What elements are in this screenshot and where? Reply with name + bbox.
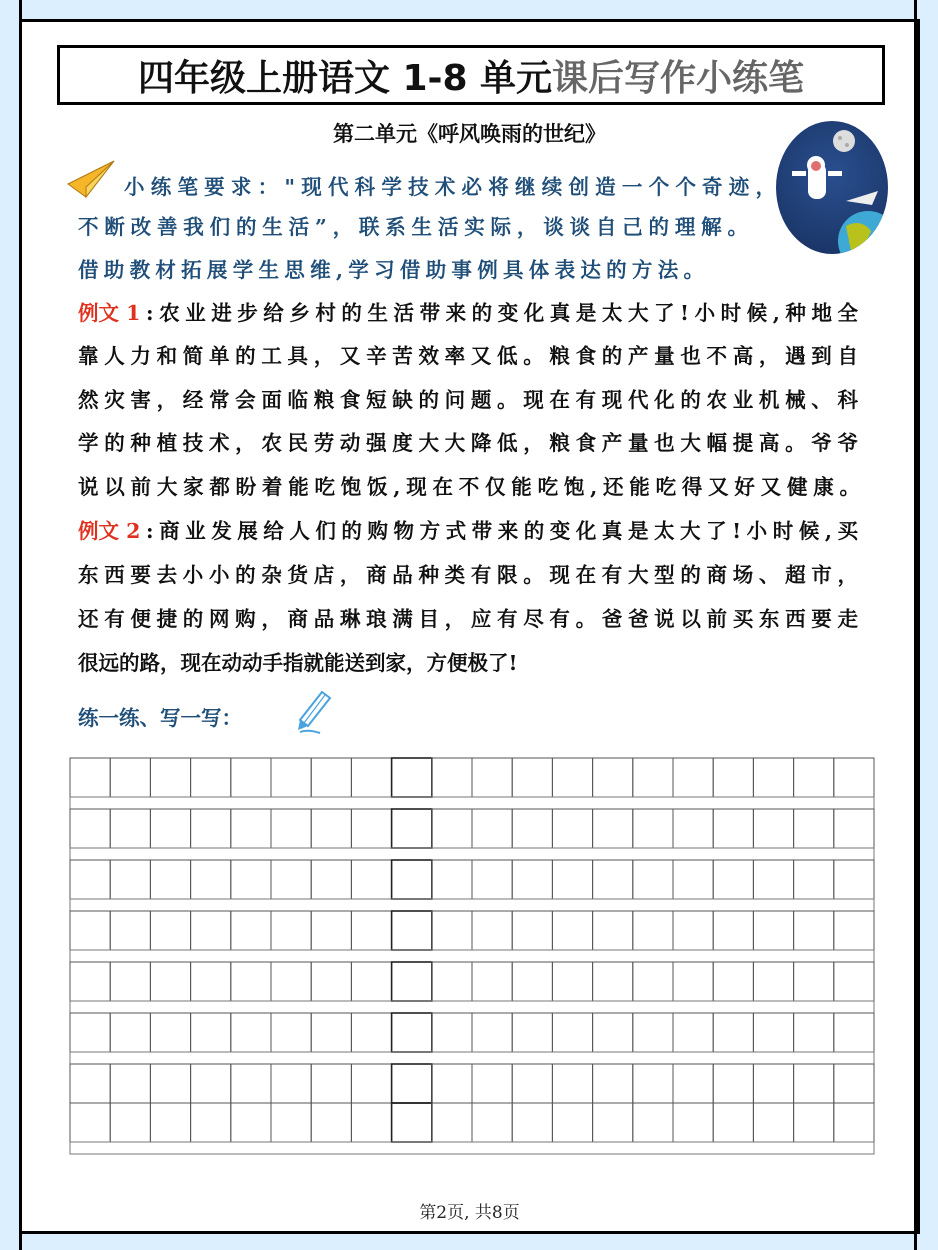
grid-cell[interactable] <box>110 758 150 797</box>
grid-cell[interactable] <box>713 1013 753 1052</box>
grid-cell[interactable] <box>633 1013 673 1052</box>
grid-cell[interactable] <box>271 758 311 797</box>
grid-cell[interactable] <box>311 1064 351 1103</box>
grid-cell[interactable] <box>753 1064 793 1103</box>
grid-cell[interactable] <box>633 758 673 797</box>
grid-cell[interactable] <box>834 1064 874 1103</box>
grid-cell[interactable] <box>70 1064 110 1103</box>
grid-cell[interactable] <box>713 1064 753 1103</box>
grid-cell[interactable] <box>673 911 713 950</box>
grid-cell[interactable] <box>753 860 793 899</box>
grid-row[interactable] <box>70 809 874 848</box>
grid-row-spacer <box>70 1052 874 1064</box>
grid-cell[interactable] <box>834 860 874 899</box>
practice-label: 练一练、写一写： <box>78 706 242 730</box>
grid-cell[interactable] <box>834 911 874 950</box>
grid-cell[interactable] <box>673 1013 713 1052</box>
grid-cell[interactable] <box>231 1064 271 1103</box>
grid-cell[interactable] <box>191 1013 231 1052</box>
grid-cell[interactable] <box>713 860 753 899</box>
grid-cell[interactable] <box>552 809 592 848</box>
grid-cell[interactable] <box>753 911 793 950</box>
grid-cell[interactable] <box>231 1013 271 1052</box>
example1-line-2: 靠人力和简单的工具，又辛苦效率又低。粮食的产量也不高，遇到自 <box>78 344 858 368</box>
grid-cell[interactable] <box>472 1103 512 1142</box>
grid-cell[interactable] <box>70 911 110 950</box>
grid-cell[interactable] <box>633 911 673 950</box>
grid-cell[interactable] <box>110 1013 150 1052</box>
grid-cell[interactable] <box>593 860 633 899</box>
grid-cell[interactable] <box>552 758 592 797</box>
grid-cell[interactable] <box>472 758 512 797</box>
grid-cell[interactable] <box>633 1064 673 1103</box>
astronaut-space-illustration <box>776 121 888 254</box>
grid-row[interactable] <box>70 1103 874 1142</box>
grid-cell[interactable] <box>552 1064 592 1103</box>
grid-cell[interactable] <box>753 1103 793 1142</box>
grid-cell[interactable] <box>150 1103 190 1142</box>
grid-cell[interactable] <box>432 1103 472 1142</box>
grid-cell[interactable] <box>110 911 150 950</box>
grid-cell[interactable] <box>150 758 190 797</box>
grid-row-spacer <box>70 1001 874 1013</box>
grid-cell[interactable] <box>552 911 592 950</box>
grid-cell[interactable] <box>552 860 592 899</box>
grid-cell[interactable] <box>191 1103 231 1142</box>
grid-cell[interactable] <box>351 860 391 899</box>
grid-cell[interactable] <box>673 860 713 899</box>
grid-cell[interactable] <box>753 1013 793 1052</box>
grid-cell[interactable] <box>150 962 190 1001</box>
requirement-line-3: 借助教材拓展学生思维,学习借助事例具体表达的方法。 <box>78 258 704 282</box>
grid-cell[interactable] <box>271 962 311 1001</box>
grid-cell[interactable] <box>311 962 351 1001</box>
grid-cell[interactable] <box>150 809 190 848</box>
grid-cell[interactable] <box>191 962 231 1001</box>
grid-cell[interactable] <box>392 1064 432 1103</box>
grid-cell[interactable] <box>351 758 391 797</box>
grid-cell[interactable] <box>231 911 271 950</box>
grid-cell[interactable] <box>593 1103 633 1142</box>
example2-line-4: 很远的路，现在动动手指就能送到家，方便极了! <box>78 651 518 675</box>
example1-line-4: 学的种植技术，农民劳动强度大大降低，粮食产量也大幅提高。爷爷 <box>78 431 858 455</box>
grid-cell[interactable] <box>70 860 110 899</box>
title-main: 四年级上册语文 1-8 单元 <box>137 57 553 99</box>
grid-cell[interactable] <box>392 911 432 950</box>
grid-cell[interactable] <box>472 962 512 1001</box>
grid-cell[interactable] <box>512 1013 552 1052</box>
grid-cell[interactable] <box>633 809 673 848</box>
grid-cell[interactable] <box>593 809 633 848</box>
grid-cell[interactable] <box>271 809 311 848</box>
example2-line-3: 还有便捷的网购，商品琳琅满目，应有尽有。爸爸说以前买东西要走 <box>78 607 858 631</box>
grid-row[interactable] <box>70 911 874 950</box>
grid-row[interactable] <box>70 758 874 797</box>
grid-cell[interactable] <box>150 911 190 950</box>
title-sub: 课后写作小练笔 <box>552 57 805 99</box>
worksheet-page <box>19 19 920 1234</box>
grid-cell[interactable] <box>351 1064 391 1103</box>
grid-cell[interactable] <box>512 962 552 1001</box>
paper-plane-icon <box>66 159 116 199</box>
grid-cell[interactable] <box>392 962 432 1001</box>
grid-cell[interactable] <box>191 758 231 797</box>
grid-cell[interactable] <box>70 1013 110 1052</box>
grid-cell[interactable] <box>271 1013 311 1052</box>
grid-row-spacer <box>70 899 874 911</box>
pencil-icon <box>294 690 334 738</box>
grid-cell[interactable] <box>271 1103 311 1142</box>
grid-cell[interactable] <box>311 1013 351 1052</box>
grid-cell[interactable] <box>191 809 231 848</box>
grid-cell[interactable] <box>713 962 753 1001</box>
right-border <box>914 0 917 1250</box>
grid-cell[interactable] <box>673 758 713 797</box>
grid-cell[interactable] <box>231 962 271 1001</box>
grid-row-spacer <box>70 950 874 962</box>
grid-cell[interactable] <box>512 809 552 848</box>
grid-cell[interactable] <box>311 911 351 950</box>
grid-cell[interactable] <box>432 911 472 950</box>
grid-cell[interactable] <box>392 1103 432 1142</box>
grid-cell[interactable] <box>834 962 874 1001</box>
grid-cell[interactable] <box>231 758 271 797</box>
grid-cell[interactable] <box>70 962 110 1001</box>
grid-cell[interactable] <box>834 1103 874 1142</box>
grid-row-spacer <box>70 848 874 860</box>
grid-cell[interactable] <box>432 809 472 848</box>
grid-cell[interactable] <box>191 1064 231 1103</box>
grid-cell[interactable] <box>392 860 432 899</box>
grid-cell[interactable] <box>673 809 713 848</box>
grid-cell[interactable] <box>794 962 834 1001</box>
grid-cell[interactable] <box>110 1103 150 1142</box>
grid-cell[interactable] <box>311 758 351 797</box>
grid-cell[interactable] <box>70 809 110 848</box>
grid-cell[interactable] <box>150 1013 190 1052</box>
grid-cell[interactable] <box>432 962 472 1001</box>
grid-cell[interactable] <box>834 758 874 797</box>
grid-cell[interactable] <box>70 758 110 797</box>
grid-cell[interactable] <box>432 1013 472 1052</box>
grid-cell[interactable] <box>673 962 713 1001</box>
grid-cell[interactable] <box>593 911 633 950</box>
grid-cell[interactable] <box>392 1013 432 1052</box>
grid-cell[interactable] <box>472 860 512 899</box>
grid-cell[interactable] <box>311 860 351 899</box>
example2-label: 例文 2 <box>78 519 141 543</box>
grid-cell[interactable] <box>794 758 834 797</box>
grid-cell[interactable] <box>191 911 231 950</box>
grid-cell[interactable] <box>271 911 311 950</box>
grid-cell[interactable] <box>794 911 834 950</box>
grid-cell[interactable] <box>472 911 512 950</box>
grid-cell[interactable] <box>392 758 432 797</box>
grid-cell[interactable] <box>472 1013 512 1052</box>
grid-cell[interactable] <box>351 911 391 950</box>
grid-cell[interactable] <box>150 1064 190 1103</box>
grid-cell[interactable] <box>753 758 793 797</box>
title-box <box>57 45 885 105</box>
example1-line-5: 说以前大家都盼着能吃饱饭,现在不仅能吃饱,还能吃得又好又健康。 <box>78 475 860 499</box>
grid-cell[interactable] <box>512 758 552 797</box>
grid-cell[interactable] <box>351 1013 391 1052</box>
grid-cell[interactable] <box>150 860 190 899</box>
grid-cell[interactable] <box>794 1064 834 1103</box>
grid-cell[interactable] <box>110 860 150 899</box>
grid-cell[interactable] <box>713 1103 753 1142</box>
requirement-line-2: 不断改善我们的生活”，联系生活实际，谈谈自己的理解。 <box>78 215 748 239</box>
grid-cell[interactable] <box>713 809 753 848</box>
grid-cell[interactable] <box>432 758 472 797</box>
grid-cell[interactable] <box>633 860 673 899</box>
grid-cell[interactable] <box>432 1064 472 1103</box>
grid-cell[interactable] <box>472 1064 512 1103</box>
example2-line-2: 东西要去小小的杂货店，商品种类有限。现在有大型的商场、超市， <box>78 563 858 587</box>
grid-cell[interactable] <box>191 860 231 899</box>
grid-cell[interactable] <box>512 1064 552 1103</box>
grid-cell[interactable] <box>231 860 271 899</box>
grid-cell[interactable] <box>271 1064 311 1103</box>
page-number: 第2页, 共8页 <box>419 1203 520 1223</box>
grid-cell[interactable] <box>351 1103 391 1142</box>
grid-cell[interactable] <box>70 1103 110 1142</box>
grid-row[interactable] <box>70 860 874 899</box>
example1-label: 例文 1 <box>78 301 141 325</box>
grid-cell[interactable] <box>834 809 874 848</box>
requirement-line-1: 小练笔要求："现代科学技术必将继续创造一个个奇迹， <box>124 175 776 199</box>
grid-row[interactable] <box>70 962 874 1001</box>
grid-cell[interactable] <box>753 962 793 1001</box>
grid-row[interactable] <box>70 1013 874 1052</box>
grid-cell[interactable] <box>753 809 793 848</box>
grid-cell[interactable] <box>432 860 472 899</box>
grid-cell[interactable] <box>552 962 592 1001</box>
grid-cell[interactable] <box>794 1013 834 1052</box>
grid-cell[interactable] <box>512 911 552 950</box>
grid-row-spacer <box>70 1142 874 1154</box>
example1-line-3: 然灾害，经常会面临粮食短缺的问题。现在有现代化的农业机械、科 <box>78 388 858 412</box>
grid-cell[interactable] <box>794 809 834 848</box>
grid-cell[interactable] <box>231 1103 271 1142</box>
grid-cell[interactable] <box>794 1103 834 1142</box>
unit-subtitle: 第二单元《呼风唤雨的世纪》 <box>333 121 606 146</box>
grid-cell[interactable] <box>713 758 753 797</box>
grid-cell[interactable] <box>351 809 391 848</box>
grid-cell[interactable] <box>593 1013 633 1052</box>
grid-cell[interactable] <box>593 1064 633 1103</box>
grid-cell[interactable] <box>552 1013 592 1052</box>
grid-cell[interactable] <box>231 809 271 848</box>
grid-cell[interactable] <box>673 1064 713 1103</box>
grid-row[interactable] <box>70 1064 874 1103</box>
grid-cell[interactable] <box>834 1013 874 1052</box>
example2-line-1: :商业发展给人们的购物方式带来的变化真是太大了!小时候,买 <box>146 519 858 543</box>
grid-cell[interactable] <box>311 1103 351 1142</box>
grid-cell[interactable] <box>593 962 633 1001</box>
grid-cell[interactable] <box>271 860 311 899</box>
grid-cell[interactable] <box>110 1064 150 1103</box>
grid-cell[interactable] <box>392 809 432 848</box>
grid-cell[interactable] <box>633 962 673 1001</box>
grid-cell[interactable] <box>351 962 391 1001</box>
grid-cell[interactable] <box>311 809 351 848</box>
writing-grid[interactable] <box>69 757 875 1156</box>
grid-cell[interactable] <box>552 1103 592 1142</box>
grid-row-spacer <box>70 797 874 809</box>
grid-cell[interactable] <box>110 809 150 848</box>
grid-cell[interactable] <box>472 809 512 848</box>
grid-cell[interactable] <box>512 1103 552 1142</box>
grid-cell[interactable] <box>794 860 834 899</box>
example1-line-1: :农业进步给乡村的生活带来的变化真是太大了!小时候,种地全 <box>146 301 858 325</box>
grid-cell[interactable] <box>633 1103 673 1142</box>
grid-cell[interactable] <box>673 1103 713 1142</box>
grid-cell[interactable] <box>512 860 552 899</box>
grid-cell[interactable] <box>593 758 633 797</box>
grid-cell[interactable] <box>110 962 150 1001</box>
grid-cell[interactable] <box>713 911 753 950</box>
